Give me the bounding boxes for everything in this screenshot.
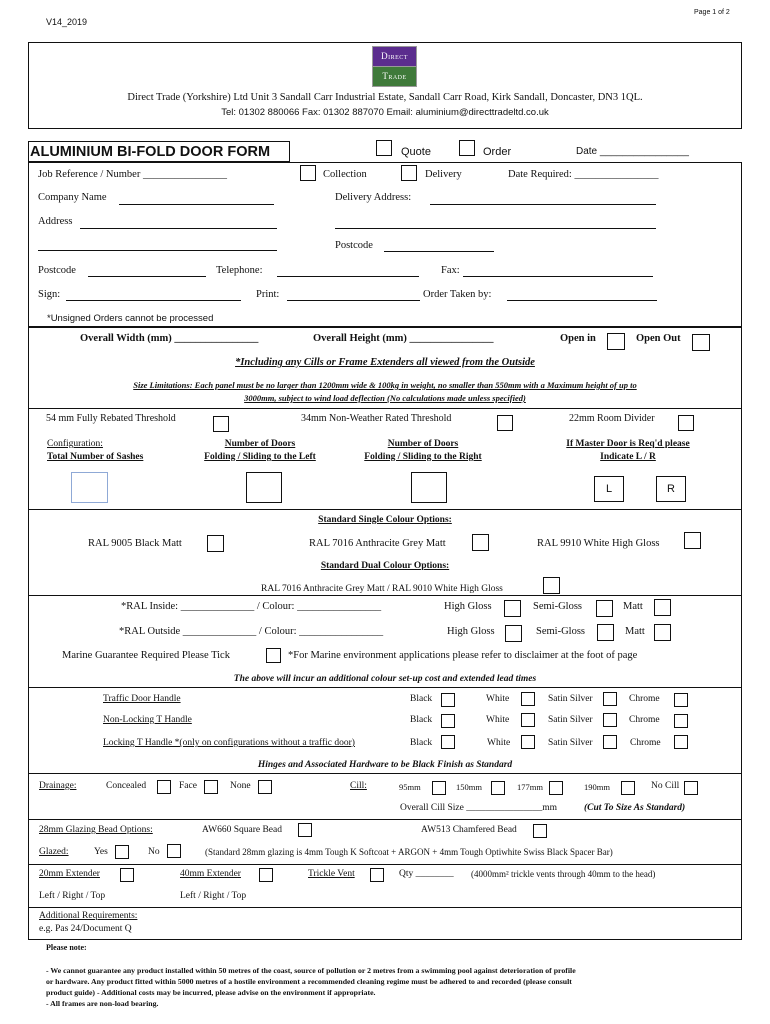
concealed-label: Concealed [106, 781, 147, 791]
aw660-checkbox[interactable] [298, 823, 312, 837]
doors-right-label-2: Folding / Sliding to the Right [364, 452, 482, 462]
print-label: Print: [256, 289, 280, 300]
hw3-satin-label: Satin Silver [548, 738, 593, 748]
overall-cill-field[interactable]: Overall Cill Size ________________mm [400, 803, 558, 813]
hw1-black-label: Black [410, 694, 433, 704]
doors-left-label-2: Folding / Sliding to the Left [204, 452, 316, 462]
open-out-label: Open Out [636, 333, 681, 344]
ral-inside-field[interactable]: *RAL Inside: ______________ / Colour: ________________ [121, 601, 382, 612]
trickle-qty-field[interactable]: Qty ________ [399, 869, 454, 879]
hw2-black-label: Black [410, 715, 433, 725]
glazing-bead-label: 28mm Glazing Bead Options: [39, 825, 153, 835]
inside-high-gloss-checkbox[interactable] [504, 600, 521, 617]
extender-40-side: Left / Right / Top [180, 891, 247, 901]
single-colour-heading: Standard Single Colour Options: [318, 515, 452, 525]
collection-label: Collection [323, 169, 367, 180]
customer-details-section [28, 162, 742, 327]
quote-label: Quote [401, 146, 431, 158]
cill-label: Cill: [350, 781, 367, 791]
hw2-white-label: White [486, 715, 510, 725]
fax-input[interactable] [463, 276, 653, 277]
doors-left-input[interactable] [246, 472, 282, 503]
date-required-field[interactable]: Date Required: ________________ [508, 169, 659, 180]
aw513-checkbox[interactable] [533, 824, 547, 838]
total-sashes-input[interactable] [71, 472, 108, 503]
version-label: V14_2019 [46, 17, 88, 27]
hw2-satin-checkbox[interactable] [603, 713, 617, 727]
hw2-black-checkbox[interactable] [441, 714, 455, 728]
dual-colour-checkbox[interactable] [543, 577, 560, 594]
size-limitations-line2: 3000mm, subject to wind load deflection (No calculations made unless specified) [244, 393, 526, 403]
extender-20-checkbox[interactable] [120, 868, 134, 882]
hw1-white-label: White [486, 694, 510, 704]
open-out-checkbox[interactable] [692, 334, 710, 351]
ral-7016-label: RAL 7016 Anthracite Grey Matt [309, 538, 446, 549]
company-address: Direct Trade (Yorkshire) Ltd Unit 3 Sandall Carr Industrial Estate, Sandall Carr Road, Kirk Sandall, Doncaster, DN3 1QL. [127, 92, 643, 103]
logo-top [372, 46, 417, 67]
open-in-label: Open in [560, 333, 596, 344]
outside-semi-gloss-label: Semi-Gloss [536, 626, 586, 637]
ral-9910-checkbox[interactable] [684, 532, 701, 549]
ral-9005-checkbox[interactable] [207, 535, 224, 552]
note-line-2: or hardware. Any product fitted within 5000 metres of a hostile environment a recommended cleaning regime must be adhered to and recorded (please consult [46, 977, 572, 986]
cill-150-label: 150mm [456, 782, 482, 792]
delivery-address-label: Delivery Address: [335, 192, 412, 203]
overall-height-field[interactable]: Overall Height (mm) ________________ [313, 333, 494, 344]
trickle-vent-checkbox[interactable] [370, 868, 384, 882]
glazed-yes-label: Yes [94, 847, 108, 857]
ral-9910-label: RAL 9910 White High Gloss [537, 538, 660, 549]
hw3-chrome-checkbox[interactable] [674, 735, 688, 749]
fax-label: Fax: [441, 265, 460, 276]
rebated-threshold-checkbox[interactable] [213, 416, 229, 432]
trickle-vent-note: (4000mm² trickle vents through 40mm to the head) [471, 869, 656, 879]
unsigned-note: *Unsigned Orders cannot be processed [47, 313, 214, 324]
delivery-postcode-input[interactable] [384, 251, 494, 252]
room-divider-label: 22mm Room Divider [569, 413, 655, 424]
marine-guarantee-checkbox[interactable] [266, 648, 281, 663]
no-cill-label: No Cill [651, 781, 680, 791]
logo-bottom [372, 66, 417, 87]
config-label: Configuration: [47, 439, 103, 449]
marine-guarantee-label: Marine Guarantee Required Please Tick [62, 650, 230, 661]
date-field[interactable]: Date ________________ [576, 146, 689, 157]
overall-width-field[interactable]: Overall Width (mm) ________________ [80, 333, 259, 344]
size-limitations-line1: Size Limitations: Each panel must be no larger than 1200mm wide & 100kg in weight, no smaller than 550mm with a Maximum height of up to [133, 380, 637, 390]
cill-95-checkbox[interactable] [432, 781, 446, 795]
cill-95-label: 95mm [399, 782, 421, 792]
colour-setup-note: The above will incur an additional colour set-up cost and extended lead times [233, 674, 537, 684]
glazed-yes-checkbox[interactable] [115, 845, 129, 859]
quote-checkbox[interactable] [376, 140, 392, 156]
glazed-no-checkbox[interactable] [167, 844, 181, 858]
hw3-black-label: Black [410, 738, 433, 748]
ral-7016-checkbox[interactable] [472, 534, 489, 551]
hw2-white-checkbox[interactable] [521, 713, 535, 727]
company-name-input[interactable] [119, 204, 274, 205]
concealed-checkbox[interactable] [157, 780, 171, 794]
address-label: Address [38, 216, 73, 227]
hw2-chrome-checkbox[interactable] [674, 714, 688, 728]
marine-note: *For Marine environment applications please refer to disclaimer at the foot of page [288, 650, 638, 661]
hw1-chrome-checkbox[interactable] [674, 693, 688, 707]
inside-semi-gloss-checkbox[interactable] [596, 600, 613, 617]
extender-40-checkbox[interactable] [259, 868, 273, 882]
order-label: Order [483, 146, 512, 158]
hinges-note: Hinges and Associated Hardware to be Black Finish as Standard [257, 760, 513, 770]
address-input-1[interactable] [80, 228, 277, 229]
note-line-1: - We cannot guarantee any product installed within 50 metres of the coast, source of pollution or 2 metres from a swimming pool against deterioration of profile [46, 966, 576, 975]
postcode-input[interactable] [88, 276, 206, 277]
master-right-button[interactable]: R [656, 476, 686, 502]
none-checkbox[interactable] [258, 780, 272, 794]
order-checkbox[interactable] [459, 140, 475, 156]
non-weather-threshold-label: 34mm Non-Weather Rated Threshold [301, 413, 452, 424]
hw3-black-checkbox[interactable] [441, 735, 455, 749]
hw1-satin-checkbox[interactable] [603, 692, 617, 706]
glazed-label: Glazed: [39, 847, 69, 857]
delivery-address-input-1[interactable] [430, 204, 656, 205]
hw1-satin-label: Satin Silver [548, 694, 593, 704]
extender-40-label: 40mm Extender [180, 869, 241, 879]
master-door-label-2: Indicate L / R [600, 452, 656, 462]
drainage-label: Drainage: [39, 781, 77, 791]
hw2-satin-label: Satin Silver [548, 715, 593, 725]
page-number: Page 1 of 2 [694, 9, 730, 16]
outside-matt-checkbox[interactable] [654, 624, 671, 641]
non-weather-threshold-checkbox[interactable] [497, 415, 513, 431]
delivery-address-input-2[interactable] [335, 228, 656, 229]
hardware-row-2-label: Non-Locking T Handle [103, 715, 192, 725]
telephone-label: Telephone: [216, 265, 263, 276]
hw3-white-checkbox[interactable] [521, 735, 535, 749]
postcode-label: Postcode [38, 265, 76, 276]
outside-high-gloss-checkbox[interactable] [505, 625, 522, 642]
face-checkbox[interactable] [204, 780, 218, 794]
outside-semi-gloss-checkbox[interactable] [597, 624, 614, 641]
order-taken-input[interactable] [507, 300, 657, 301]
cill-190-checkbox[interactable] [621, 781, 635, 795]
delivery-postcode-label: Postcode [335, 240, 373, 251]
doors-left-label-1: Number of Doors [224, 439, 296, 449]
extender-20-label: 20mm Extender [39, 869, 100, 879]
hw1-black-checkbox[interactable] [441, 693, 455, 707]
company-name-label: Company Name [38, 192, 107, 203]
hardware-row-3-label: Locking T Handle *(only on configurations without a traffic door) [103, 738, 355, 748]
hw1-chrome-label: Chrome [629, 694, 660, 704]
inside-high-gloss-label: High Gloss [444, 601, 492, 612]
additional-requirements-label: Additional Requirements: [39, 911, 138, 921]
address-input-2[interactable] [38, 250, 277, 251]
cill-177-checkbox[interactable] [549, 781, 563, 795]
glazed-no-label: No [148, 847, 160, 857]
ral-9005-label: RAL 9005 Black Matt [88, 538, 182, 549]
outside-matt-label: Matt [625, 626, 645, 637]
aw513-label: AW513 Chamfered Bead [421, 825, 517, 835]
doors-right-label-1: Number of Doors [387, 439, 459, 449]
additional-requirements-example: e.g. Pas 24/Document Q [39, 924, 132, 934]
cut-to-size-note: (Cut To Size As Standard) [584, 803, 686, 813]
note-line-3: product guide) - Additional costs may be incurred, please advise on the environment if appropriate. [46, 988, 376, 997]
note-line-4: - All frames are non-load bearing. [46, 999, 159, 1008]
logo-text-top: Direct [381, 51, 408, 61]
please-note-heading: Please note: [46, 943, 87, 952]
dual-colour-heading: Standard Dual Colour Options: [320, 561, 450, 571]
print-input[interactable] [287, 300, 420, 301]
rebated-threshold-label: 54 mm Fully Rebated Threshold [46, 413, 176, 424]
hw3-satin-checkbox[interactable] [603, 735, 617, 749]
cill-177-label: 177mm [517, 782, 543, 792]
delivery-checkbox[interactable] [401, 165, 417, 181]
hw3-chrome-label: Chrome [630, 738, 661, 748]
no-cill-checkbox[interactable] [684, 781, 698, 795]
ral-outside-field[interactable]: *RAL Outside ______________ / Colour: ________________ [119, 626, 384, 637]
collection-checkbox[interactable] [300, 165, 316, 181]
hardware-row-1-label: Traffic Door Handle [103, 694, 181, 704]
none-label: None [230, 781, 251, 791]
inside-matt-checkbox[interactable] [654, 599, 671, 616]
standard-glazing-note: (Standard 28mm glazing is 4mm Tough K Softcoat + ARGON + 4mm Tough Optiwhite Swiss Black Spacer Bar) [205, 847, 613, 857]
aw660-label: AW660 Square Bead [202, 825, 282, 835]
hw2-chrome-label: Chrome [629, 715, 660, 725]
face-label: Face [179, 781, 197, 791]
master-left-button[interactable]: L [594, 476, 624, 502]
sign-input[interactable] [66, 300, 241, 301]
outside-high-gloss-label: High Gloss [447, 626, 495, 637]
logo-text-bottom: Trade [382, 71, 407, 81]
master-door-label-1: If Master Door is Req'd please [566, 439, 690, 449]
dual-colour-label: RAL 7016 Anthracite Grey Matt / RAL 9010 White High Gloss [261, 584, 503, 594]
including-cills-note: *Including any Cills or Frame Extenders all viewed from the Outside [235, 357, 535, 368]
hw3-white-label: White [487, 738, 511, 748]
job-reference-field[interactable]: Job Reference / Number ________________ [38, 169, 227, 180]
doors-right-input[interactable] [411, 472, 447, 503]
inside-semi-gloss-label: Semi-Gloss [533, 601, 583, 612]
extender-20-side: Left / Right / Top [39, 891, 106, 901]
open-in-checkbox[interactable] [607, 333, 625, 350]
company-contact: Tel: 01302 880066 Fax: 01302 887070 Email: aluminium@directtradeltd.co.uk [221, 107, 549, 118]
room-divider-checkbox[interactable] [678, 415, 694, 431]
cill-190-label: 190mm [584, 782, 610, 792]
sign-label: Sign: [38, 289, 61, 300]
order-taken-label: Order Taken by: [423, 289, 492, 300]
inside-matt-label: Matt [623, 601, 643, 612]
telephone-input[interactable] [277, 276, 419, 277]
form-title: ALUMINIUM BI-FOLD DOOR FORM [28, 141, 290, 162]
hw1-white-checkbox[interactable] [521, 692, 535, 706]
cill-150-checkbox[interactable] [491, 781, 505, 795]
delivery-label: Delivery [425, 169, 462, 180]
trickle-vent-label: Trickle Vent [308, 869, 355, 879]
total-sashes-label: Total Number of Sashes [47, 452, 144, 462]
